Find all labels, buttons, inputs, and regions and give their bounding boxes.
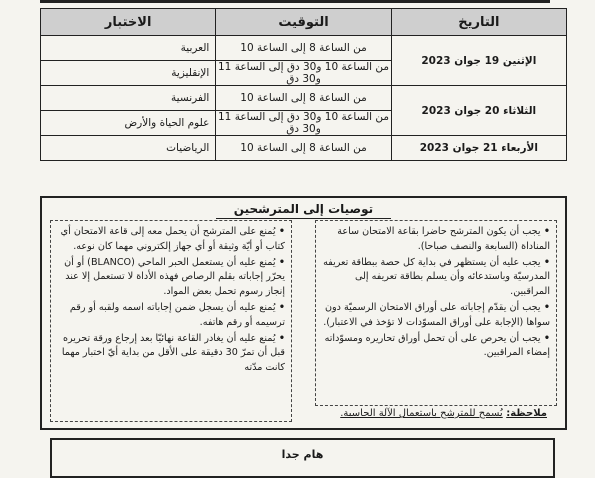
list-item: • يجب أن يحرص على أن تحمل أوراق تحاريره ومسوّداته إمضاء المراقبين. <box>322 332 550 362</box>
table-row <box>41 36 567 61</box>
subject-cell: العربية <box>41 36 216 61</box>
list-item: • يُمنع على المترشح أن يحمل معه إلى قاعة الامتحان أي كتاب أو أيّة وثيقة أو أي جهاز إلكتروني مهما كان نوعه. <box>57 225 285 255</box>
list-item: • يجب عليه أن يستظهر في بداية كل حصة ببطاقة تعريفه المدرسيّة وباستدعائه وأن يسلم بطاقة تعريفه إلى المراقبين. <box>322 256 550 300</box>
day-date: الأربعاء 21 جوان 2023 <box>391 136 566 161</box>
table-row <box>41 136 567 161</box>
table-header-row <box>41 9 567 36</box>
list-item: • يُمنع عليه أن يسجل ضمن إجاباته اسمه ولقبه أو رقم ترسيمه أو رقم هاتفه. <box>57 301 285 331</box>
header-time: التوقيت <box>216 9 391 36</box>
time-cell: من الساعة 10 و30 دق إلى الساعة 11 و30 دق <box>216 61 391 86</box>
day-date: الثلاثاء 20 جوان 2023 <box>391 86 566 136</box>
calculator-note <box>340 408 547 419</box>
time-cell: من الساعة 8 إلى الساعة 10 <box>216 136 391 161</box>
subject-cell: الإنقليزية <box>41 61 216 86</box>
header-subject: الاختبار <box>41 9 216 36</box>
list-item: • يجب أن يكون المترشح حاضرا بقاعة الامتحان ساعة المناداة (السابعة والنصف صباحا). <box>322 225 550 255</box>
table-row <box>41 86 567 111</box>
recommendations-title-text: توصيات إلى المترشحين <box>216 202 391 219</box>
important-notice-box <box>50 438 555 478</box>
obligations-column <box>315 220 557 406</box>
recommendations-box <box>40 196 567 430</box>
day-date: الإثنين 19 جوان 2023 <box>391 36 566 86</box>
list-item: • يجب أن يقدّم إجاباته على أوراق الامتحان الرسميّة دون سواها (الإجابة على أوراق المسوّدات لا تؤخذ في الاعتبار). <box>322 301 550 331</box>
note-text: يُسمح للمترشح باستعمال الآلة الحاسبة. <box>340 408 503 419</box>
subject-cell: الفرنسية <box>41 86 216 111</box>
time-cell: من الساعة 10 و30 دق إلى الساعة 11 و30 دق <box>216 111 391 136</box>
subject-cell: علوم الحياة والأرض <box>41 111 216 136</box>
exam-schedule-table <box>40 8 567 161</box>
time-cell: من الساعة 8 إلى الساعة 10 <box>216 36 391 61</box>
prohibitions-column <box>50 220 292 422</box>
important-notice-title: هام جدا <box>281 448 324 461</box>
list-item: • يُمنع عليه أن يغادر القاعة نهائيّا بعد إرجاع ورقة تحريره قبل أن تمرّ 30 دقيقة على الأقل من بداية أيّ اختبار مهما كانت مدّته <box>57 332 285 376</box>
note-label: ملاحظة: <box>506 408 547 419</box>
header-date: التاريخ <box>391 9 566 36</box>
list-item: • يُمنع عليه أن يستعمل الحبر الماحي (BLANCO) أو أن يحرّر إجاباته بقلم الرصاص فهذه الأداة لا تستعمل إلا عند إنجاز رسوم تحمل بعض المواد. <box>57 256 285 300</box>
subject-cell: الرياضيات <box>41 136 216 161</box>
recommendations-title <box>42 202 565 216</box>
time-cell: من الساعة 8 إلى الساعة 10 <box>216 86 391 111</box>
top-rule <box>40 0 550 3</box>
